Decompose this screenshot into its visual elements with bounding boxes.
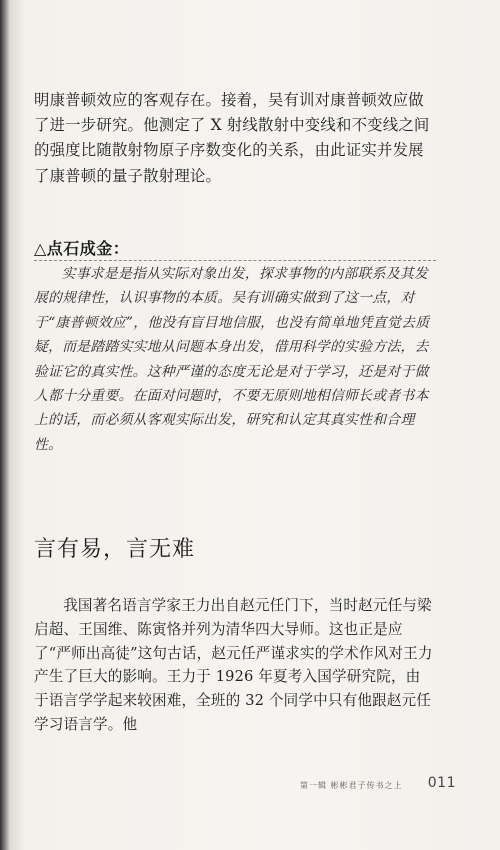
commentary-heading-label: △点石成金： <box>34 239 130 258</box>
story-paragraph: 我国著名语言学家王力出自赵元任门下，当时赵元任与梁启超、王国维、陈寅恪并列为清华四大导师。这也正是应了“严师出高徒”这句古话，赵元任严谨求实的学术作风对王力产生了巨大的影响。王力于 1926 年夏考入国学研究院，由于语言学学起来较困难，全班的 32 个同学中只有他跟赵元任学习语言学。他 <box>34 597 433 733</box>
page-number: 011 <box>427 775 456 791</box>
intro-paragraph: 明康普顿效应的客观存在。接着，吴有训对康普顿效应做了进一步研究。他测定了 X 射线散射中变线和不变线之间的强度比随散射物原子序数变化的关系，由此证实并发展了康普顿的量子散射理论。 <box>34 91 430 185</box>
section-title: 言有易，言无难 <box>34 537 196 562</box>
footer-section-label: 第一辑 彬彬君子传书之上 <box>300 781 403 790</box>
page-footer <box>300 775 460 795</box>
commentary-paragraph: 实事求是是指从实际对象出发，探求事物的内部联系及其发展的规律性，认识事物的本质。吴有训确实做到了这一点，对于“康普顿效应”，他没有盲目地信服，也没有简单地凭直觉去质疑，而是踏踏实实地从问题本身出发，借用科学的实验方法，去验证它的真实性。这种严谨的态度无论是对于学习，还是对于做人都十分重要。在面对问题时，不要无原则地相信师长或者书本上的话，而必须从客观实际出发，研究和认定其真实性和合理性。 <box>34 266 430 453</box>
commentary-heading <box>34 236 436 261</box>
